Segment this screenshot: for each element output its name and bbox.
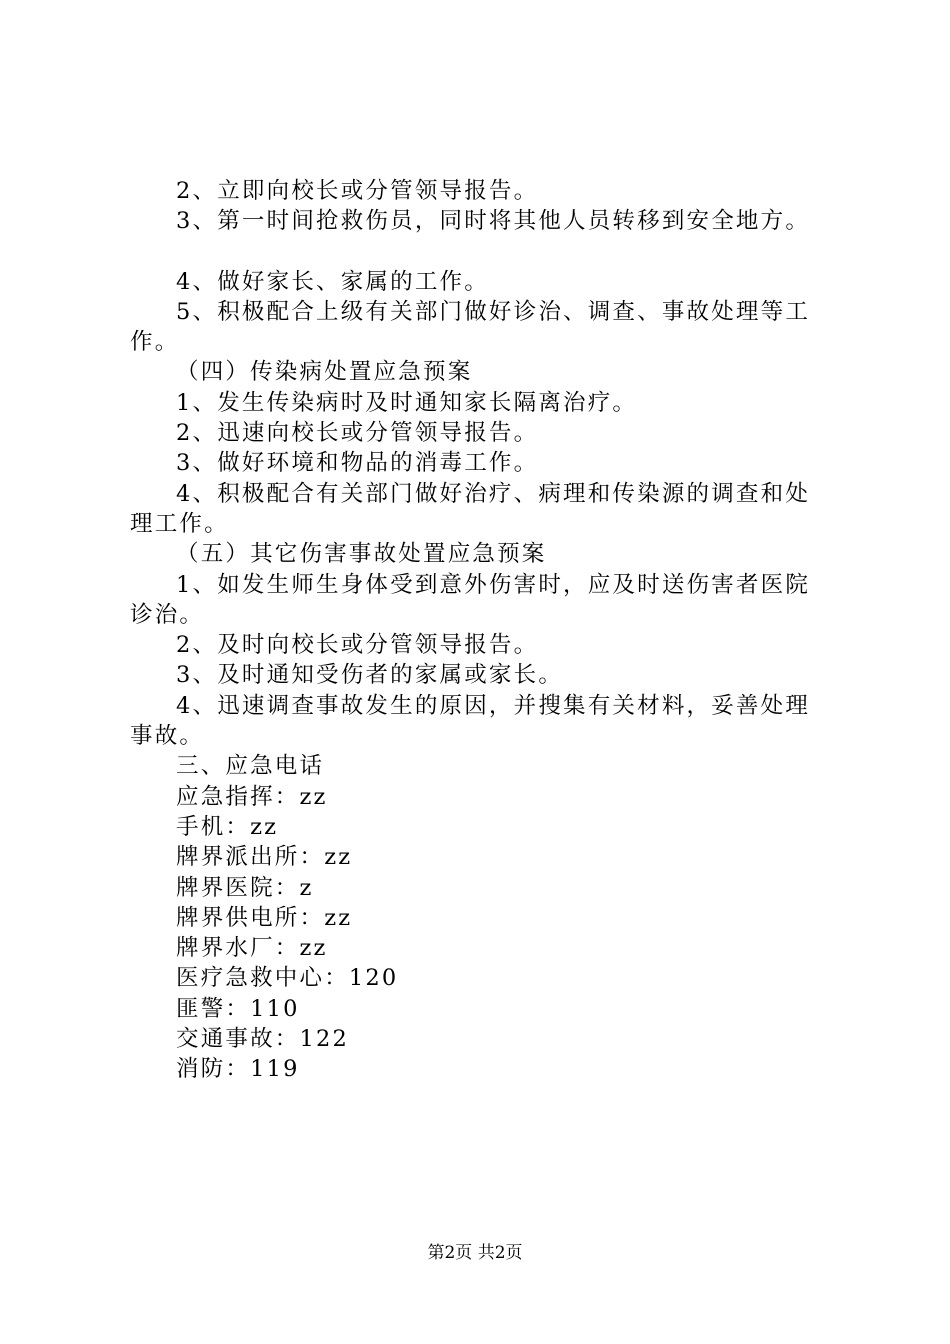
document-line: 三、应急电话 [176,753,325,780]
document-line: 理工作。 [130,510,229,537]
document-line: 3、做好环境和物品的消毒工作。 [176,450,539,477]
document-line: （四）传染病处置应急预案 [176,359,473,386]
document-line: 1、发生传染病时及时通知家长隔离治疗。 [176,389,638,416]
document-body [130,176,832,1085]
document-line: 诊治。 [130,601,205,628]
document-line: 交通事故：122 [176,1026,350,1053]
document-line: 牌界医院：z [176,874,314,901]
document-line: （五）其它伤害事故处置应急预案 [176,541,547,568]
document-line: 消防：119 [176,1056,300,1083]
document-line: 4、迅速调查事故发生的原因，并搜集有关材料，妥善处理 [176,692,811,719]
document-line: 2、迅速向校长或分管领导报告。 [176,420,539,447]
document-line: 手机：zz [176,813,279,840]
document-line: 5、积极配合上级有关部门做好诊治、调查、事故处理等工 [176,298,811,325]
document-line: 2、立即向校长或分管领导报告。 [176,178,539,204]
document-line: 应急指挥：zz [176,783,328,810]
document-line: 3、及时通知受伤者的家属或家长。 [176,662,564,689]
document-line: 事故。 [130,723,205,750]
document-line: 4、做好家长、家属的工作。 [176,268,489,295]
document-line: 4、积极配合有关部门做好治疗、病理和传染源的调查和处 [176,480,811,507]
document-line: 医疗急救中心：120 [176,965,399,992]
page-footer: 第2页 共2页 [427,1243,523,1263]
document-line: 1、如发生师生身体受到意外伤害时，应及时送伤害者医院 [176,571,811,598]
document-line: 3、第一时间抢救伤员，同时将其他人员转移到安全地方。 [176,208,811,235]
document-line: 牌界供电所：zz [176,904,353,931]
document-line: 2、及时向校长或分管领导报告。 [176,632,539,659]
document-line: 匪警：110 [176,995,300,1022]
document-line: 牌界派出所：zz [176,844,353,871]
document-line: 作。 [130,329,180,356]
document-line: 牌界水厂：zz [176,935,328,962]
